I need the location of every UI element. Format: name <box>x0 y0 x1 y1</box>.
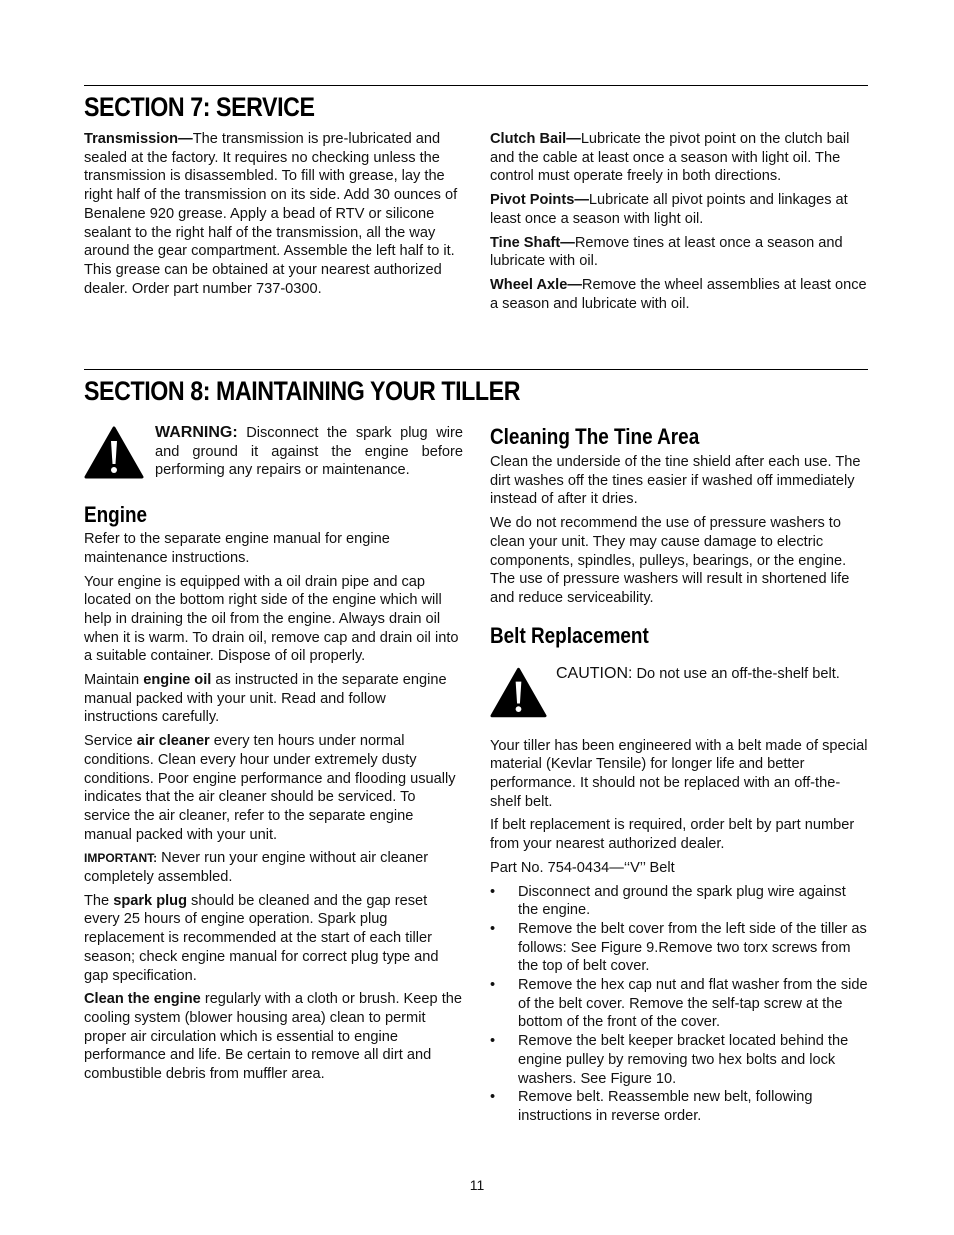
section-8-title: SECTION 8: MAINTAINING YOUR TILLER <box>84 376 521 406</box>
wheel-axle-label: Wheel Axle— <box>490 276 582 293</box>
belt-p1: Your tiller has been engineered with a belt made of special material (Kevlar Tensile) for longer life and better performance. It should not be replaced with an off-the-shelf belt. <box>490 737 868 810</box>
bullet-icon: • <box>490 1089 496 1106</box>
engine-p4-text-a: Service <box>84 733 137 750</box>
warning-text-block <box>155 424 463 480</box>
engine-p5-text-c: should be cleaned and the gap reset every 25 hours of engine operation. Spark plug replacement is recommended at the start of each tiller season; check engine manual for correct plug type and gap specification. <box>84 892 439 984</box>
important-note <box>84 849 463 886</box>
caution-label: CAUTION: <box>556 664 633 682</box>
section-7-left-column <box>84 130 462 303</box>
engine-p3-text-a: Maintain <box>84 672 144 689</box>
caution-box <box>490 665 870 719</box>
engine-p5 <box>84 892 463 986</box>
cleaning-p2: We do not recommend the use of pressure washers to clean your unit. They may cause damage to electric components, spindles, pulleys, bearings, or the engine. The use of pressure washers will result in shortened life and reduce serviceability. <box>490 515 850 606</box>
bullet-icon: • <box>490 977 496 994</box>
belt-step-text: Remove the belt keeper bracket located behind the engine pulley by removing two hex bolts and lock washers. See Figure 10. <box>518 1033 849 1087</box>
belt-step-text: Remove the hex cap nut and flat washer from the side of the belt cover. Remove the self-tap screw at the bottom of the front of the cover. <box>518 977 868 1031</box>
cleaning-p1: Clean the underside of the tine shield after each use. The dirt washes off the tines easier if washed off immediately instead of after it dries. <box>490 454 861 508</box>
important-label: IMPORTANT: <box>84 851 158 866</box>
engine-p2: Your engine is equipped with a oil drain pipe and cap located on the bottom right side of the engine which will help in draining the oil from the engine. Always drain oil when it is warm. To drain oil, remove cap and drain oil into a suitable container. Dispose of oil properly. <box>84 573 459 665</box>
section-8-left-column <box>84 424 463 1089</box>
air-cleaner-term: air cleaner <box>136 733 210 750</box>
section-7-rule <box>84 85 868 86</box>
engine-heading: Engine <box>84 502 148 528</box>
belt-step-text: Remove the belt cover from the left side of the tiller as follows: See Figure 9.Remove two torx screws from the top of belt cover. <box>518 920 867 975</box>
belt-p2: If belt replacement is required, order belt by part number from your nearest authorized dealer. <box>490 817 855 853</box>
clutch-bail-text: Lubricate the pivot point on the clutch bail and the cable at least once a season with light oil. The control must operate freely in both directions. <box>490 131 850 185</box>
pivot-points-label: Pivot Points— <box>490 192 589 209</box>
engine-p1: Refer to the separate engine manual for engine maintenance instructions. <box>84 531 390 566</box>
cleaning-heading: Cleaning The Tine Area <box>490 424 700 449</box>
bullet-icon: • <box>490 920 496 937</box>
engine-p3 <box>84 671 463 727</box>
warning-box <box>84 424 463 480</box>
spark-plug-term: spark plug <box>113 892 187 909</box>
section-7-right-column <box>490 130 870 318</box>
engine-p4-text-c: every ten hours under normal conditions. Clean every hour under extremely dusty conditions. Poor engine performance and flooding usually indicates that the air cleaner should be serviced. To service the air cleaner, refer to the separate engine manual packed with your unit. <box>84 733 456 843</box>
warning-triangle-icon <box>84 426 144 480</box>
belt-heading: Belt Replacement <box>490 622 649 648</box>
list-item <box>490 1088 870 1125</box>
clutch-bail-paragraph <box>490 130 870 186</box>
bullet-icon: • <box>490 1033 496 1050</box>
warning-text: Disconnect the spark plug wire and ground it against the engine before performing any repairs or maintenance. <box>155 425 463 479</box>
engine-p6 <box>84 990 463 1084</box>
transmission-text: The transmission is pre-lubricated and sealed at the factory. It requires no checking unless the transmission is disassembled. To fill with grease, lay the right half of the transmission on its side. Add 30 ounces of Benalene 920 grease. Apply a bead of RTV or silicone sealant to the right half of the transmission, all the way around the gear compartment. Assemble the left half to it. This grease can be obtained at your nearest authorized dealer. Order part number 737-0300. <box>84 131 458 297</box>
transmission-paragraph <box>84 130 462 298</box>
list-item <box>490 883 870 920</box>
engine-p3-text-c: as instructed in the separate engine manual packed with your unit. Read and follow instructions carefully. <box>84 672 447 726</box>
belt-step-text: Disconnect and ground the spark plug wire against the engine. <box>518 883 846 919</box>
page-number: 11 <box>469 1177 485 1193</box>
warning-label: WARNING: <box>155 424 238 441</box>
caution-text: Do not use an off-the-shelf belt. <box>632 665 840 682</box>
belt-part-number: Part No. 754-0434—‘‘V’’ Belt <box>490 859 675 876</box>
clean-engine-term: Clean the engine <box>84 991 201 1008</box>
tine-shaft-label: Tine Shaft— <box>490 234 575 251</box>
list-item <box>490 976 870 1032</box>
pivot-points-paragraph <box>490 191 870 228</box>
important-text: Never run your engine without air cleaner completely assembled. <box>84 850 429 886</box>
list-item <box>490 920 870 976</box>
bullet-icon: • <box>490 883 496 900</box>
wheel-axle-text: Remove the wheel assemblies at least once a season and lubricate with oil. <box>490 276 867 312</box>
list-item <box>490 1032 870 1088</box>
pivot-points-text: Lubricate all pivot points and linkages at least once a season with light oil. <box>490 192 848 227</box>
section-8-rule <box>84 369 868 370</box>
caution-triangle-icon <box>490 667 547 719</box>
wheel-axle-paragraph <box>490 276 870 313</box>
section-8-right-column <box>490 424 870 1126</box>
engine-p6-text-c: regularly with a cloth or brush. Keep the cooling system (blower housing area) clean to permit proper air circulation which is essential to engine performance and life. Be certain to remove all dirt and combustible debris from muffler area. <box>84 991 462 1083</box>
transmission-label: Transmission— <box>84 131 193 147</box>
tine-shaft-paragraph <box>490 234 870 271</box>
engine-p5-text-a: The <box>84 892 114 909</box>
tine-shaft-text: Remove tines at least once a season and lubricate with oil. <box>490 234 843 270</box>
section-7-title: SECTION 7: SERVICE <box>84 92 315 122</box>
clutch-bail-label: Clutch Bail— <box>490 131 581 147</box>
belt-steps-list <box>490 883 870 1126</box>
engine-p4 <box>84 732 463 844</box>
caution-text-block <box>556 665 869 684</box>
engine-oil-term: engine oil <box>143 672 212 689</box>
belt-step-text: Remove belt. Reassemble new belt, following instructions in reverse order. <box>518 1089 813 1124</box>
